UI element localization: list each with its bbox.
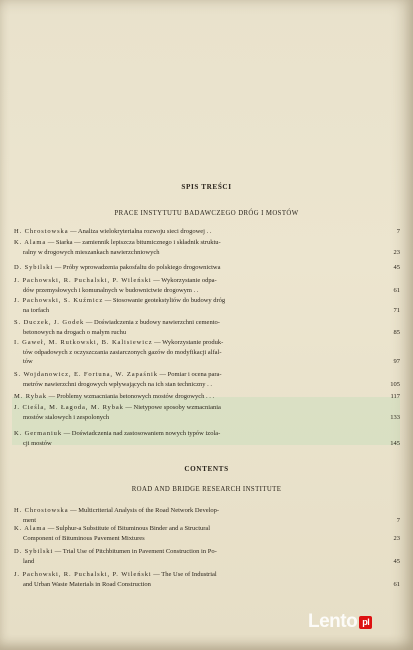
toc-entry — [14, 276, 374, 295]
toc-entry — [14, 370, 374, 389]
toc-author: D. Sybilski — [14, 264, 54, 271]
toc-entry-line — [14, 570, 374, 580]
toc-entry — [14, 429, 374, 448]
toc-author: J. Pachowski, S. Kuźmicz — [14, 297, 104, 304]
toc-page-number: 7 — [396, 228, 400, 235]
toc-entry-line — [14, 318, 374, 328]
toc-page-number: 133 — [390, 413, 400, 421]
toc-entry — [14, 263, 374, 273]
toc-entry — [14, 296, 374, 315]
toc-entry — [14, 392, 374, 402]
toc-entry-line — [14, 227, 374, 237]
toc-author: J. Pachowski, R. Puchalski, P. Wileński — [14, 571, 152, 578]
toc-page-number: 105 — [390, 380, 400, 388]
toc-page-number: 23 — [393, 534, 400, 542]
toc-author: S. Duczek, J. Godek — [14, 319, 85, 326]
toc-entry-line — [14, 276, 374, 286]
toc-title: — Wykorzystanie produk- — [152, 339, 224, 346]
toc-author: S. Wojdanowicz, E. Fortuna, W. Zapaśnik — [14, 371, 158, 378]
toc-entry-line — [14, 338, 374, 348]
toc-page-number: 45 — [393, 557, 400, 565]
toc-title: — Siarka — zamiennik lepiszcza bitumicznego i składnik struktu- — [46, 239, 221, 246]
toc-entry-line — [14, 547, 374, 557]
toc-title-continued: na torfach — [23, 306, 50, 314]
toc-title: — Problemy wzmacniania betonowych mostów drogowych . . . — [46, 393, 215, 400]
toc-title: — The Use of Industrial — [151, 571, 217, 578]
toc-title: — Sulphur-a Substitute of Bituminous Binder and a Structural — [46, 525, 211, 532]
toc-entry-line — [14, 263, 374, 273]
subheading-en: ROAD AND BRIDGE RESEARCH INSTITUTE — [131, 486, 282, 493]
toc-author: H. Chrostowska — [14, 507, 69, 514]
toc-page-number: 117 — [390, 393, 400, 400]
toc-entry — [14, 318, 374, 337]
toc-author: H. Chrostowska — [14, 228, 69, 235]
toc-author: K. Germaniuk — [14, 430, 62, 437]
toc-title: — Trial Use of Pitchbitumen in Pavement Construction in Po- — [53, 548, 217, 555]
toc-title-continued: cji mostów — [23, 439, 52, 447]
toc-author: J. Pachowski, R. Puchalski, P. Wileński — [14, 277, 152, 284]
toc-title-continued: betonowych na drogach o małym ruchu — [23, 328, 127, 336]
toc-entry-line — [14, 524, 374, 534]
toc-title-continued: metrów nawierzchni drogowych wpływających na ich stan techniczny . . — [23, 380, 212, 388]
toc-title: — Nietypowe sposoby wzmacniania — [123, 404, 221, 411]
lento-watermark — [308, 611, 372, 633]
toc-page-number: 71 — [393, 306, 400, 314]
toc-title: — Multicriterial Analysis of the Road Network Develop- — [68, 507, 220, 514]
toc-author: K. Alama — [14, 239, 47, 246]
toc-title-continued: and Urban Waste Materials in Road Construction — [23, 580, 151, 588]
watermark-brand: Lento — [308, 611, 358, 632]
toc-title: — Próby wprowadzenia pakosfaltu do polskiego drogownictwa — [53, 264, 221, 271]
toc-page-number: 45 — [393, 264, 400, 271]
toc-title-continued: ralny w drogowych mieszankach nawierzchniowych — [23, 248, 160, 256]
toc-title: — Pomiar i ocena para- — [157, 371, 222, 378]
toc-entry — [14, 403, 374, 422]
toc-author: M. Rybak — [14, 393, 47, 400]
toc-page-number: 61 — [393, 286, 400, 294]
toc-entry — [14, 524, 374, 543]
toc-title-continued: mostów stalowych i zespolonych — [23, 413, 110, 421]
toc-page-number: 23 — [393, 248, 400, 256]
heading-contents: CONTENTS — [184, 465, 229, 473]
toc-entry-line — [14, 506, 374, 516]
toc-entry-line — [14, 429, 374, 439]
toc-title: — Doświadczenia z budowy nawierzchni cemento- — [84, 319, 220, 326]
toc-page-number: 97 — [393, 358, 400, 366]
toc-title-continued: land — [23, 557, 35, 565]
toc-entry — [14, 338, 374, 367]
toc-title: — Stosowanie geotekstyliów do budowy dróg — [103, 297, 226, 304]
toc-title-continued: ment — [23, 516, 36, 524]
toc-author: I. Gaweł, M. Rutkowski, B. Kalisiewicz — [14, 339, 153, 346]
toc-title: — Doświadczenia nad zastosowaniem nowych typów izola- — [62, 430, 221, 437]
toc-author: D. Sybilski — [14, 548, 54, 555]
toc-entry-line — [14, 370, 374, 380]
toc-title-continued: tów — [23, 358, 33, 366]
toc-entry-line — [14, 403, 374, 413]
toc-page-number: 145 — [390, 439, 400, 447]
toc-entry-line — [14, 296, 374, 306]
toc-entry — [14, 238, 374, 257]
toc-entry — [14, 570, 374, 589]
toc-entry — [14, 506, 374, 525]
subheading-pl: PRACE INSTYTUTU BADAWCZEGO DRÓG I MOSTÓW — [114, 210, 299, 217]
toc-entry-line — [14, 392, 374, 402]
toc-title-continued: Component of Bituminous Pavement Mixtures — [23, 534, 145, 542]
toc-author: J. Cieśla, M. Łagoda, M. Rybak — [14, 404, 124, 411]
toc-entry-line — [14, 238, 374, 248]
toc-author: K. Alama — [14, 525, 47, 532]
toc-title: — Analiza wielokryterialna rozwoju sieci drogowej . . — [68, 228, 212, 235]
toc-entry — [14, 227, 374, 237]
heading-spis-tresci: SPIS TREŚCI — [181, 183, 232, 191]
toc-title-continued: tów odpadowych z oczyszczania zasiarczonych gazów do modyfikacji alfal- — [23, 348, 222, 356]
toc-title-continued: dów przemysłowych i komunalnych w budownictwie drogowym . . — [23, 286, 199, 294]
toc-entry — [14, 547, 374, 566]
toc-page-number: 61 — [393, 580, 400, 588]
toc-page-number: 7 — [396, 516, 400, 524]
watermark-badge: pl — [359, 616, 372, 629]
toc-page-number: 85 — [393, 328, 400, 336]
toc-title: — Wykorzystanie odpa- — [151, 277, 217, 284]
